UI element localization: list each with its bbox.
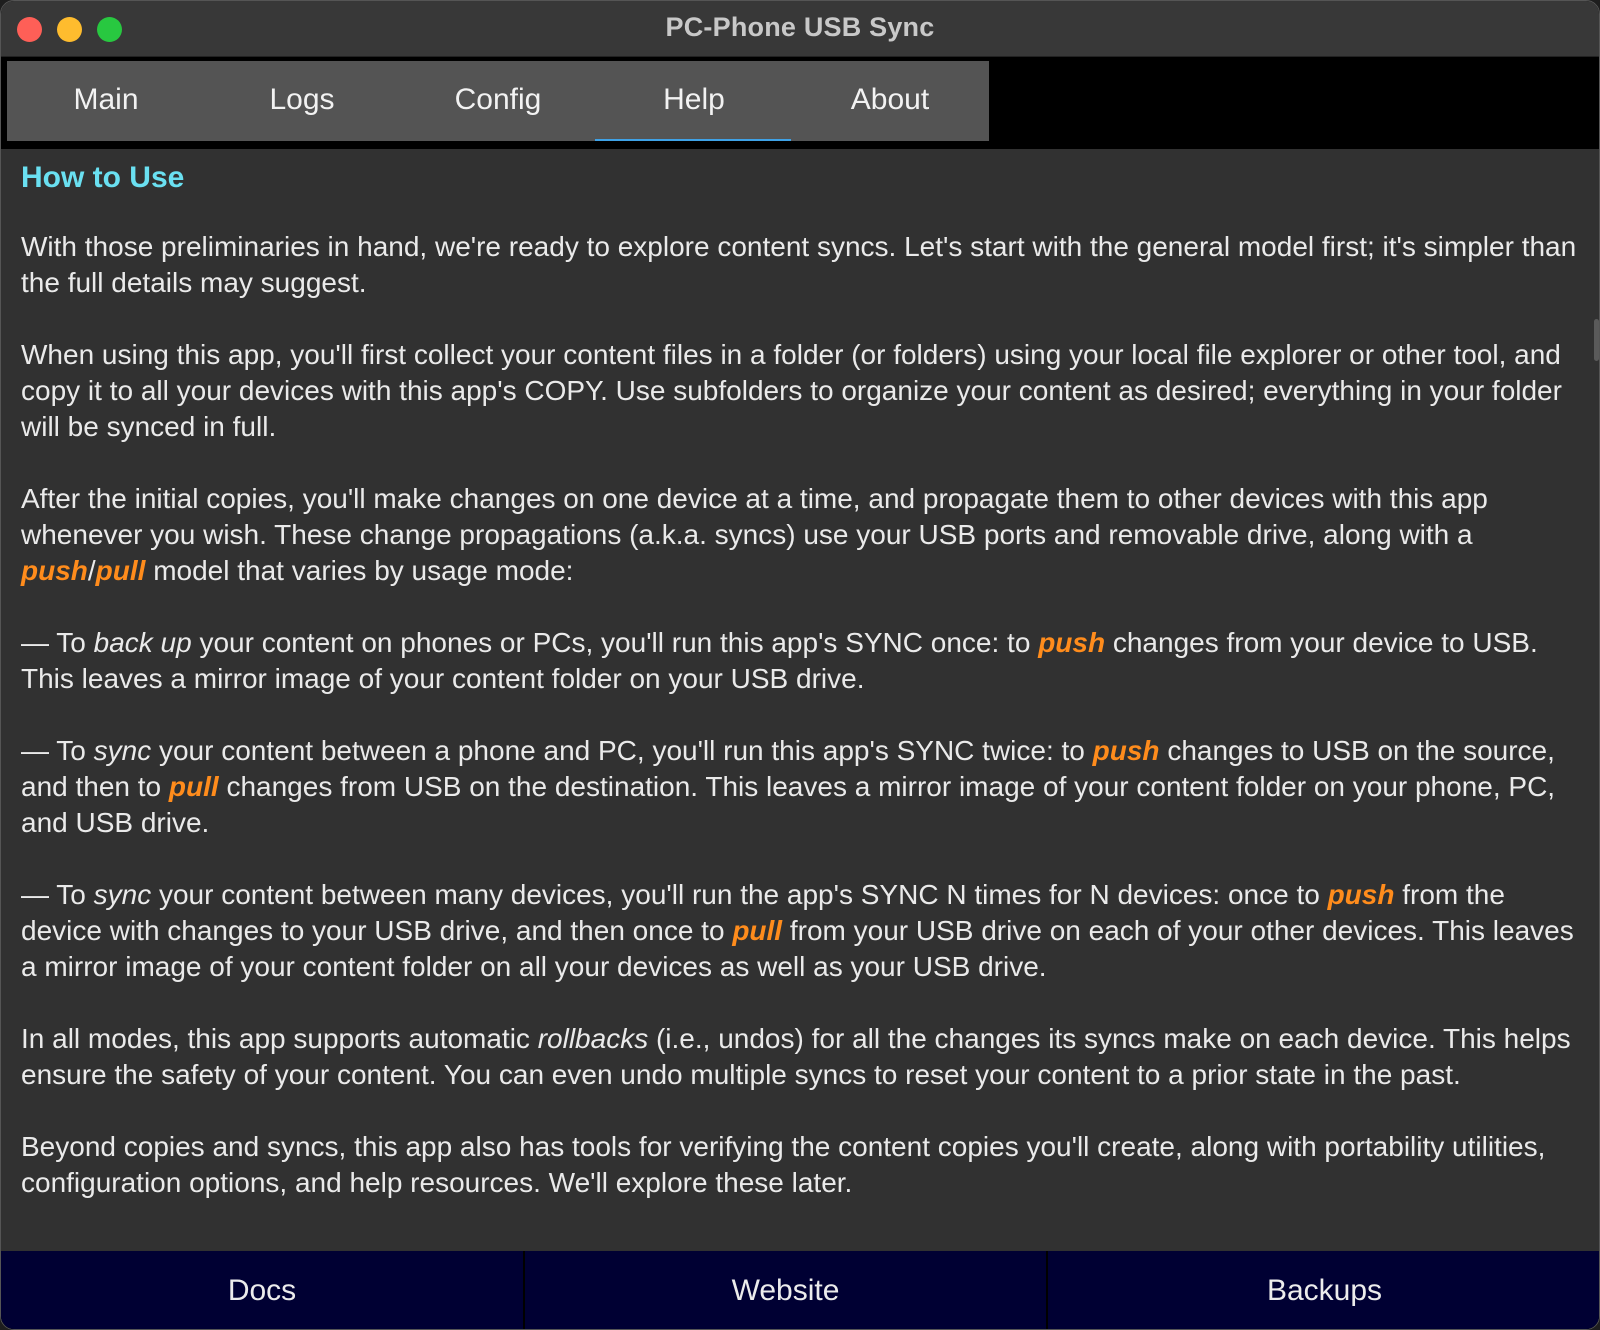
help-content-panel[interactable] [1,149,1600,1251]
title-bar [1,1,1599,57]
help-text [21,157,1581,1237]
window-title: PC-Phone USB Sync [665,12,935,42]
tab-bar [1,57,1599,149]
text-span: changes to USB on the source, and then to [21,735,1555,802]
text-span: — To [21,879,94,910]
emphasis: sync [93,879,152,910]
text-span: — To [21,627,94,658]
help-paragraph-2: When using this app, you'll first collect your content files in a folder (or folders) using your local file explorer or other tool, and copy it to all your devices with this app's COPY. Use subfolders to organize your content as desired; everything in your folder will be synced in full. [21,339,1562,442]
text-span: After the initial copies, you'll make changes on one device at a time, and propagate them to other devices with this app whenever you wish. These change propagations (a.k.a. syncs) use your USB ports and removable drive, along with a [21,483,1488,550]
help-paragraph-6 [21,877,1581,985]
text-span: changes from your device to USB. This leaves a mirror image of your content folder on your USB drive. [21,627,1538,694]
emphasis: sync [93,735,152,766]
help-paragraph-1: With those preliminaries in hand, we're ready to explore content syncs. Let's start with the general model first; it's simpler than the full details may suggest. [21,231,1577,298]
text-span: your content on phones or PCs, you'll run this app's SYNC once: to [191,627,1039,658]
push-highlight: push [21,555,88,586]
website-button[interactable]: Website [525,1251,1046,1330]
help-paragraph-8: Beyond copies and syncs, this app also has tools for verifying the content copies you'll create, along with portability utilities, configuration options, and help resources. We'll explore these later. [21,1131,1546,1198]
help-paragraph-3 [21,481,1581,589]
text-span: from the device with changes to your USB drive, and then once to [21,879,1505,946]
push-highlight: push [1092,735,1160,766]
text-span: model that varies by usage mode: [145,555,574,586]
scrollbar-thumb[interactable] [1594,319,1599,361]
text-span: — To [21,735,94,766]
tab-about[interactable]: About [791,61,989,141]
text-span: your content between many devices, you'll run the app's SYNC N times for N devices: once to [151,879,1328,910]
pull-highlight: pull [168,771,219,802]
docs-button[interactable]: Docs [1,1251,523,1330]
footer-bar [1,1251,1599,1330]
emphasis: back up [93,627,192,658]
text-span: from your USB drive on each of your other devices. This leaves a mirror image of your content folder on all your devices as well as your USB drive. [21,915,1574,982]
pull-highlight: pull [732,915,783,946]
text-span: your content between a phone and PC, you'll run this app's SYNC twice: to [151,735,1093,766]
help-paragraph-7 [21,1021,1581,1093]
push-highlight: push [1038,627,1106,658]
text-span: / [87,555,96,586]
pull-highlight: pull [95,555,146,586]
push-highlight: push [1327,879,1395,910]
text-span: (i.e., undos) for all the changes its syncs make on each device. This helps ensure the safety of your content. You can even undo multiple syncs to reset your content to a prior state in the past. [21,1023,1571,1090]
tab-config[interactable]: Config [399,61,597,141]
text-span: In all modes, this app supports automatic [21,1023,538,1054]
tab-logs[interactable]: Logs [203,61,401,141]
tab-main[interactable]: Main [7,61,205,141]
tab-help[interactable]: Help [595,61,793,141]
backups-button[interactable]: Backups [1048,1251,1600,1330]
emphasis: rollbacks [537,1023,649,1054]
text-span: changes from USB on the destination. This leaves a mirror image of your content folder on your phone, PC, and USB drive. [21,771,1556,838]
help-paragraph-5 [21,733,1581,841]
help-paragraph-4 [21,625,1581,697]
help-heading: How to Use [21,161,185,194]
